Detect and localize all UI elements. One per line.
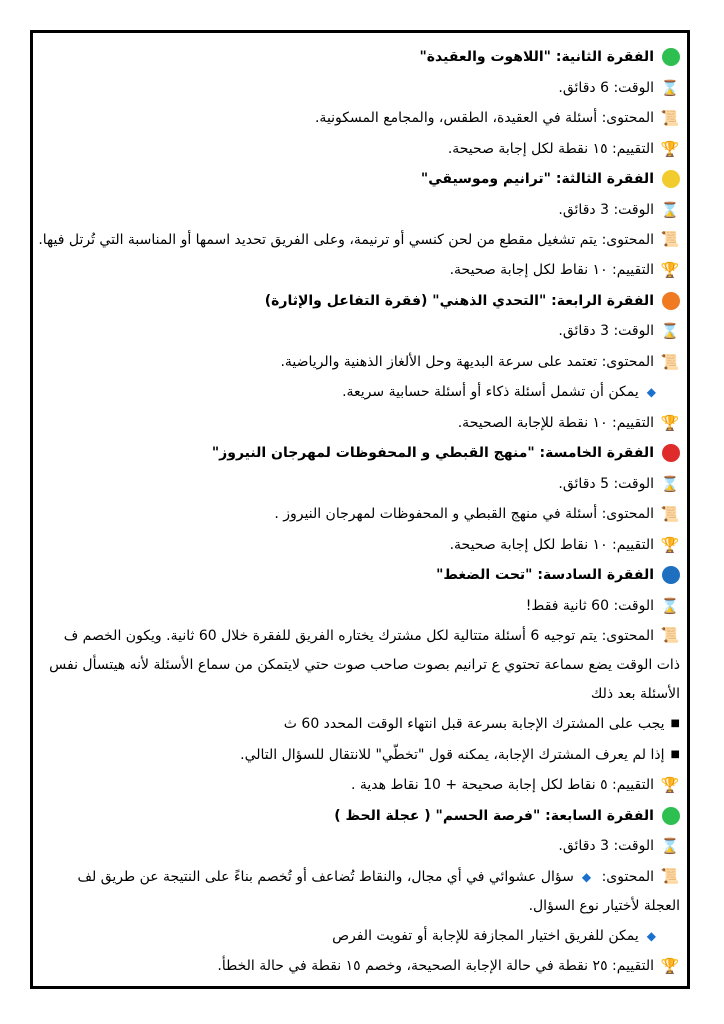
trophy-icon: 🏆 — [660, 261, 680, 279]
scroll-icon: 📜 — [660, 230, 680, 248]
circle-icon — [662, 807, 680, 825]
scroll-icon: 📜 — [660, 626, 680, 644]
time-line: ⌛ الوقت: 3 دقائق. — [38, 316, 680, 347]
section-heading: الفقرة الخامسة: "منهج القبطي و المحفوظات لمهرجان النيروز" — [38, 438, 680, 469]
circle-icon — [662, 170, 680, 188]
content-line: 📜 المحتوى: أسئلة في العقيدة، الطقس، والمجامع المسكونية. — [38, 103, 680, 134]
content-line: 📜المحتوى: ◆سؤال عشوائي في أي مجال، والنقاط تُضاعف أو تُخصم بناءً على النتيجة عن طريق لف العجلة لأختيار نوع السؤال. — [38, 862, 680, 921]
trophy-icon: 🏆 — [660, 957, 680, 975]
content-line: 📜 المحتوى: تعتمد على سرعة البديهة وحل الألغاز الذهنية والرياضية. — [38, 347, 680, 378]
trophy-icon: 🏆 — [660, 535, 680, 554]
hourglass-icon: ⌛ — [660, 837, 680, 855]
trophy-icon: 🏆 — [660, 776, 680, 794]
document-body — [38, 42, 680, 982]
content-line: 📜المحتوى: يتم تشغيل مقطع من لحن كنسي أو ترنيمة، وعلى الفريق تحديد اسمها أو المناسبة التي تُرتل فيها. — [38, 225, 680, 255]
bullet-line: ◆ يمكن أن تشمل أسئلة ذكاء أو أسئلة حسابية سريعة. — [38, 377, 680, 408]
circle-icon — [662, 566, 680, 584]
section-heading: الفقرة الثانية: "اللاهوت والعقيدة" — [38, 42, 680, 73]
time-line: ⌛ الوقت: 60 ثانية فقط! — [38, 591, 680, 622]
square-bullet-icon: ■ — [670, 748, 680, 760]
section-heading: الفقرة السادسة: "تحت الضغط" — [38, 560, 680, 591]
square-bullet-line: ■ يجب على المشترك الإجابة بسرعة قبل انتهاء الوقت المحدد 60 ث — [38, 709, 680, 740]
hourglass-icon: ⌛ — [660, 322, 680, 340]
trophy-icon: 🏆 — [660, 413, 680, 432]
scroll-icon: 📜 — [660, 109, 680, 127]
score-line: 🏆 التقييم: ١٠ نقاط لكل إجابة صحيحة. — [38, 530, 680, 561]
diamond-icon: ◆ — [581, 869, 592, 884]
section-heading: الفقرة الثالثة: "ترانيم وموسيقي" — [38, 164, 680, 195]
square-bullet-icon: ■ — [670, 718, 680, 729]
hourglass-icon: ⌛ — [660, 78, 680, 97]
time-line: ⌛ الوقت: 3 دقائق. — [38, 195, 680, 226]
score-line: 🏆 التقييم: ١٠ نقاط لكل إجابة صحيحة. — [38, 255, 680, 286]
score-line: 🏆 التقييم: ١٠ نقطة للإجابة الصحيحة. — [38, 408, 680, 439]
scroll-icon: 📜 — [660, 352, 680, 371]
bullet-line: ◆ يمكن للفريق اختيار المجازفة للإجابة أو تفويت الفرص — [38, 921, 680, 952]
scroll-icon: 📜 — [660, 505, 680, 523]
circle-icon — [662, 48, 680, 66]
score-line: 🏆 التقييم: ١٥ نقطة لكل إجابة صحيحة. — [38, 134, 680, 165]
section-heading: الفقرة الرابعة: "التحدي الذهني" (فقرة التفاعل والإثارة) — [38, 286, 680, 317]
hourglass-icon: ⌛ — [660, 474, 680, 493]
diamond-icon: ◆ — [646, 928, 656, 943]
content-line: 📜 المحتوى: أسئلة في منهج القبطي و المحفوظات لمهرجان النيروز . — [38, 499, 680, 530]
score-line: 🏆 التقييم: ٥ نقاط لكل إجابة صحيحة + 10 نقاط هدية . — [38, 770, 680, 801]
circle-icon — [662, 444, 680, 462]
circle-icon — [662, 292, 680, 310]
hourglass-icon: ⌛ — [660, 200, 680, 219]
section-heading: الفقرة السابعة: "فرصة الحسم" ( عجلة الحظ ) — [38, 801, 680, 832]
hourglass-icon: ⌛ — [660, 596, 680, 615]
diamond-icon: ◆ — [646, 385, 656, 399]
trophy-icon: 🏆 — [660, 139, 680, 158]
time-line: ⌛ الوقت: 6 دقائق. — [38, 73, 680, 104]
time-line: ⌛ الوقت: 5 دقائق. — [38, 469, 680, 500]
scroll-icon: 📜 — [660, 866, 680, 885]
time-line: ⌛ الوقت: 3 دقائق. — [38, 831, 680, 862]
content-line: 📜المحتوى: يتم توجيه 6 أسئلة متتالية لكل مشترك يختاره الفريق للفقرة خلال 60 ثانية. ويكون الخصم ف ذات الوقت يضع سماعة تحتوي ع ترانيم بصوت صاحب صوت حتي لايتمكن من سماع الأسئلة لأنه هيتسأل نفس الأسئلة بعد ذلك — [38, 621, 680, 709]
square-bullet-line: ■ إذا لم يعرف المشترك الإجابة، يمكنه قول "تخطّي" للانتقال للسؤال التالي. — [38, 740, 680, 771]
score-line: 🏆 التقييم: ٢٥ نقطة في حالة الإجابة الصحيحة، وخصم ١٥ نقطة في حالة الخطأ. — [38, 951, 680, 982]
